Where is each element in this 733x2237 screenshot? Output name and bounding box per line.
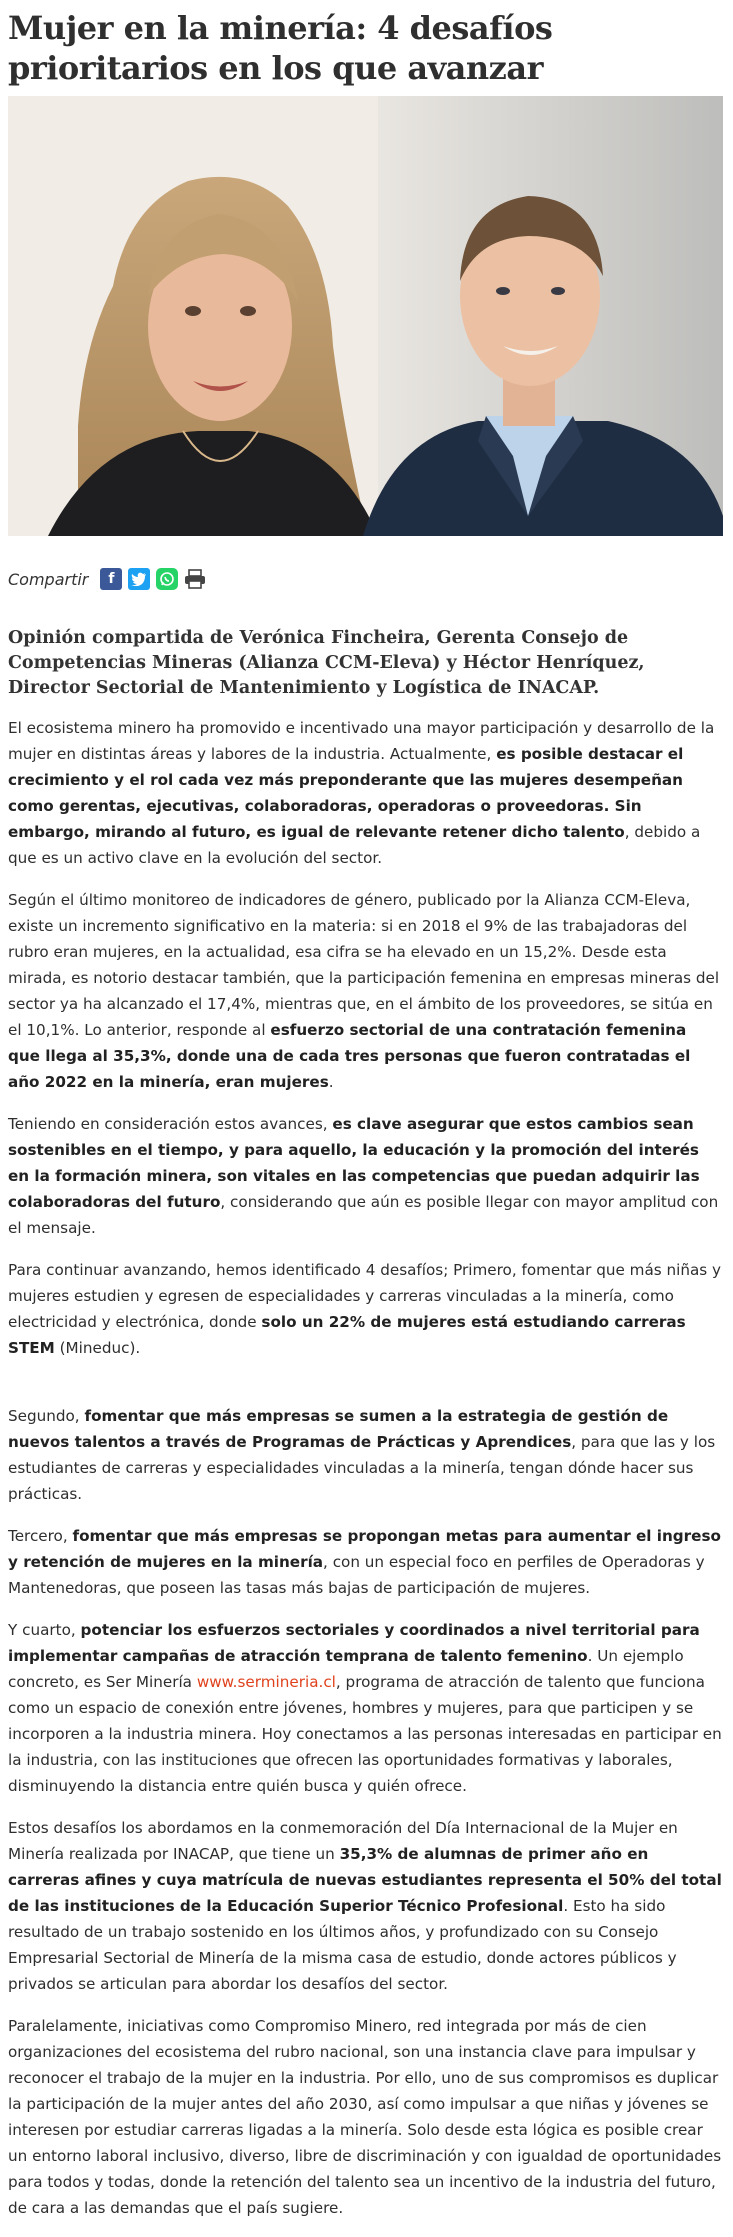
paragraph-7: Y cuarto, potenciar los esfuerzos sectoriales y coordinados a nivel territorial para implementar campañas de atracción temprana de talento femenino. Un ejemplo concreto, es Ser Minería www.sermineria.cl, programa de atracción de talento que funciona como un espacio de conexión entre jóvenes, hombres y mujeres, para que participen y se incorporen a la industria minera. Hoy conectamos a las personas interesadas en participar en la industria, con las instituciones que ofrecen las oportunidades formativas y laborales, disminuyendo la distancia entre quién busca y quién ofrece. bbox=[8, 1621, 722, 1795]
article-photo bbox=[8, 96, 723, 536]
paragraph-1: El ecosistema minero ha promovido e incentivado una mayor participación y desarrollo de la mujer en distintas áreas y labores de la industria. Actualmente, es posible destacar el crecimiento y el rol cada vez más preponderante que las mujeres desempeñan como gerentas, ejecutivas, colaboradoras, operadoras o proveedoras. Sin embargo, mirando al futuro, es igual de relevante retener dicho talento, debido a que es un activo clave en la evolución del sector. bbox=[8, 719, 715, 867]
article-lead: Opinión compartida de Verónica Fincheira, Gerenta Consejo de Competencias Mineras (Alianza CCM-Eleva) y Héctor Henríquez, Director Sectorial de Mantenimiento y Logística de INACAP. bbox=[8, 628, 645, 698]
facebook-icon[interactable]: f bbox=[100, 568, 122, 590]
paragraph-3: Teniendo en consideración estos avances, es clave asegurar que estos cambios sean sostenibles en el tiempo, y para aquello, la educación y la promoción del interés en la formación minera, son vitales en las competencias que puedan adquirir las colaboradoras del futuro, considerando que aún es posible llegar con mayor amplitud con el mensaje. bbox=[8, 1115, 719, 1237]
share-label: Compartir bbox=[8, 569, 89, 589]
paragraph-5: Segundo, fomentar que más empresas se sumen a la estrategia de gestión de nuevos talentos a través de Programas de Prácticas y Aprendices, para que las y los estudiantes de carreras y especialidades vinculadas a la minería, tengan dónde hacer sus prácticas. bbox=[8, 1407, 716, 1503]
sermineria-link[interactable]: www.sermineria.cl bbox=[196, 1673, 336, 1691]
authors-photo-illustration bbox=[8, 96, 723, 536]
spacer bbox=[8, 1377, 723, 1403]
share-bar bbox=[8, 564, 723, 594]
article-title: Mujer en la minería: 4 desafíos prioritarios en los que avanzar bbox=[8, 9, 553, 87]
paragraph-6: Tercero, fomentar que más empresas se propongan metas para aumentar el ingreso y retención de mujeres en la minería, con un especial foco en perfiles de Operadoras y Mantenedoras, que poseen las tasas más bajas de participación de mujeres. bbox=[8, 1527, 721, 1597]
whatsapp-icon[interactable] bbox=[156, 568, 178, 590]
paragraph-9: Paralelamente, iniciativas como Compromiso Minero, red integrada por más de cien organizaciones del ecosistema del rubro nacional, son una instancia clave para impulsar y reconocer el trabajo de la mujer en la industria. Por ello, uno de sus compromisos es duplicar la participación de la mujer antes del año 2030, así como impulsar a que niñas y jóvenes se interesen por estudiar carreras ligadas a la minería. Solo desde esta lógica es posible crear un entorno laboral inclusivo, diverso, libre de discriminación y con igualdad de oportunidades para todos y todas, donde la retención del talento sea un incentivo de la industria del futuro, de cara a las demandas que el país sugiere. bbox=[8, 2017, 722, 2217]
print-icon[interactable] bbox=[184, 568, 206, 590]
paragraph-8: Estos desafíos los abordamos en la conmemoración del Día Internacional de la Mujer en Minería realizada por INACAP, que tiene un 35,3% de alumnas de primer año en carreras afines y cuya matrícula de nuevas estudiantes representa el 50% del total de las instituciones de la Educación Superior Técnico Profesional. Esto ha sido resultado de un trabajo sostenido en los últimos años, y profundizado con su Consejo Empresarial Sectorial de Minería de la misma casa de estudio, donde actores públicos y privados se articulan para abordar los desafíos del sector. bbox=[8, 1819, 722, 1993]
paragraph-2: Según el último monitoreo de indicadores de género, publicado por la Alianza CCM-Eleva, existe un incremento significativo en la materia: si en 2018 el 9% de las trabajadoras del rubro eran mujeres, en la actualidad, esa cifra se ha elevado en un 15,2%. Desde esta mirada, es notorio destacar también, que la participación femenina en empresas mineras del sector ya ha alcanzado el 17,4%, mientras que, en el ámbito de los proveedores, se sitúa en el 10,1%. Lo anterior, responde al esfuerzo sectorial de una contratación femenina que llega al 35,3%, donde una de cada tres personas que fueron contratadas el año 2022 en la minería, eran mujeres. bbox=[8, 891, 720, 1091]
paragraph-4: Para continuar avanzando, hemos identificado 4 desafíos; Primero, fomentar que más niñas y mujeres estudien y egresen de especialidades y carreras vinculadas a la minería, como electricidad y electrónica, donde solo un 22% de mujeres está estudiando carreras STEM (Mineduc). bbox=[8, 1261, 722, 1357]
twitter-icon[interactable] bbox=[128, 568, 150, 590]
article bbox=[8, 8, 723, 2237]
